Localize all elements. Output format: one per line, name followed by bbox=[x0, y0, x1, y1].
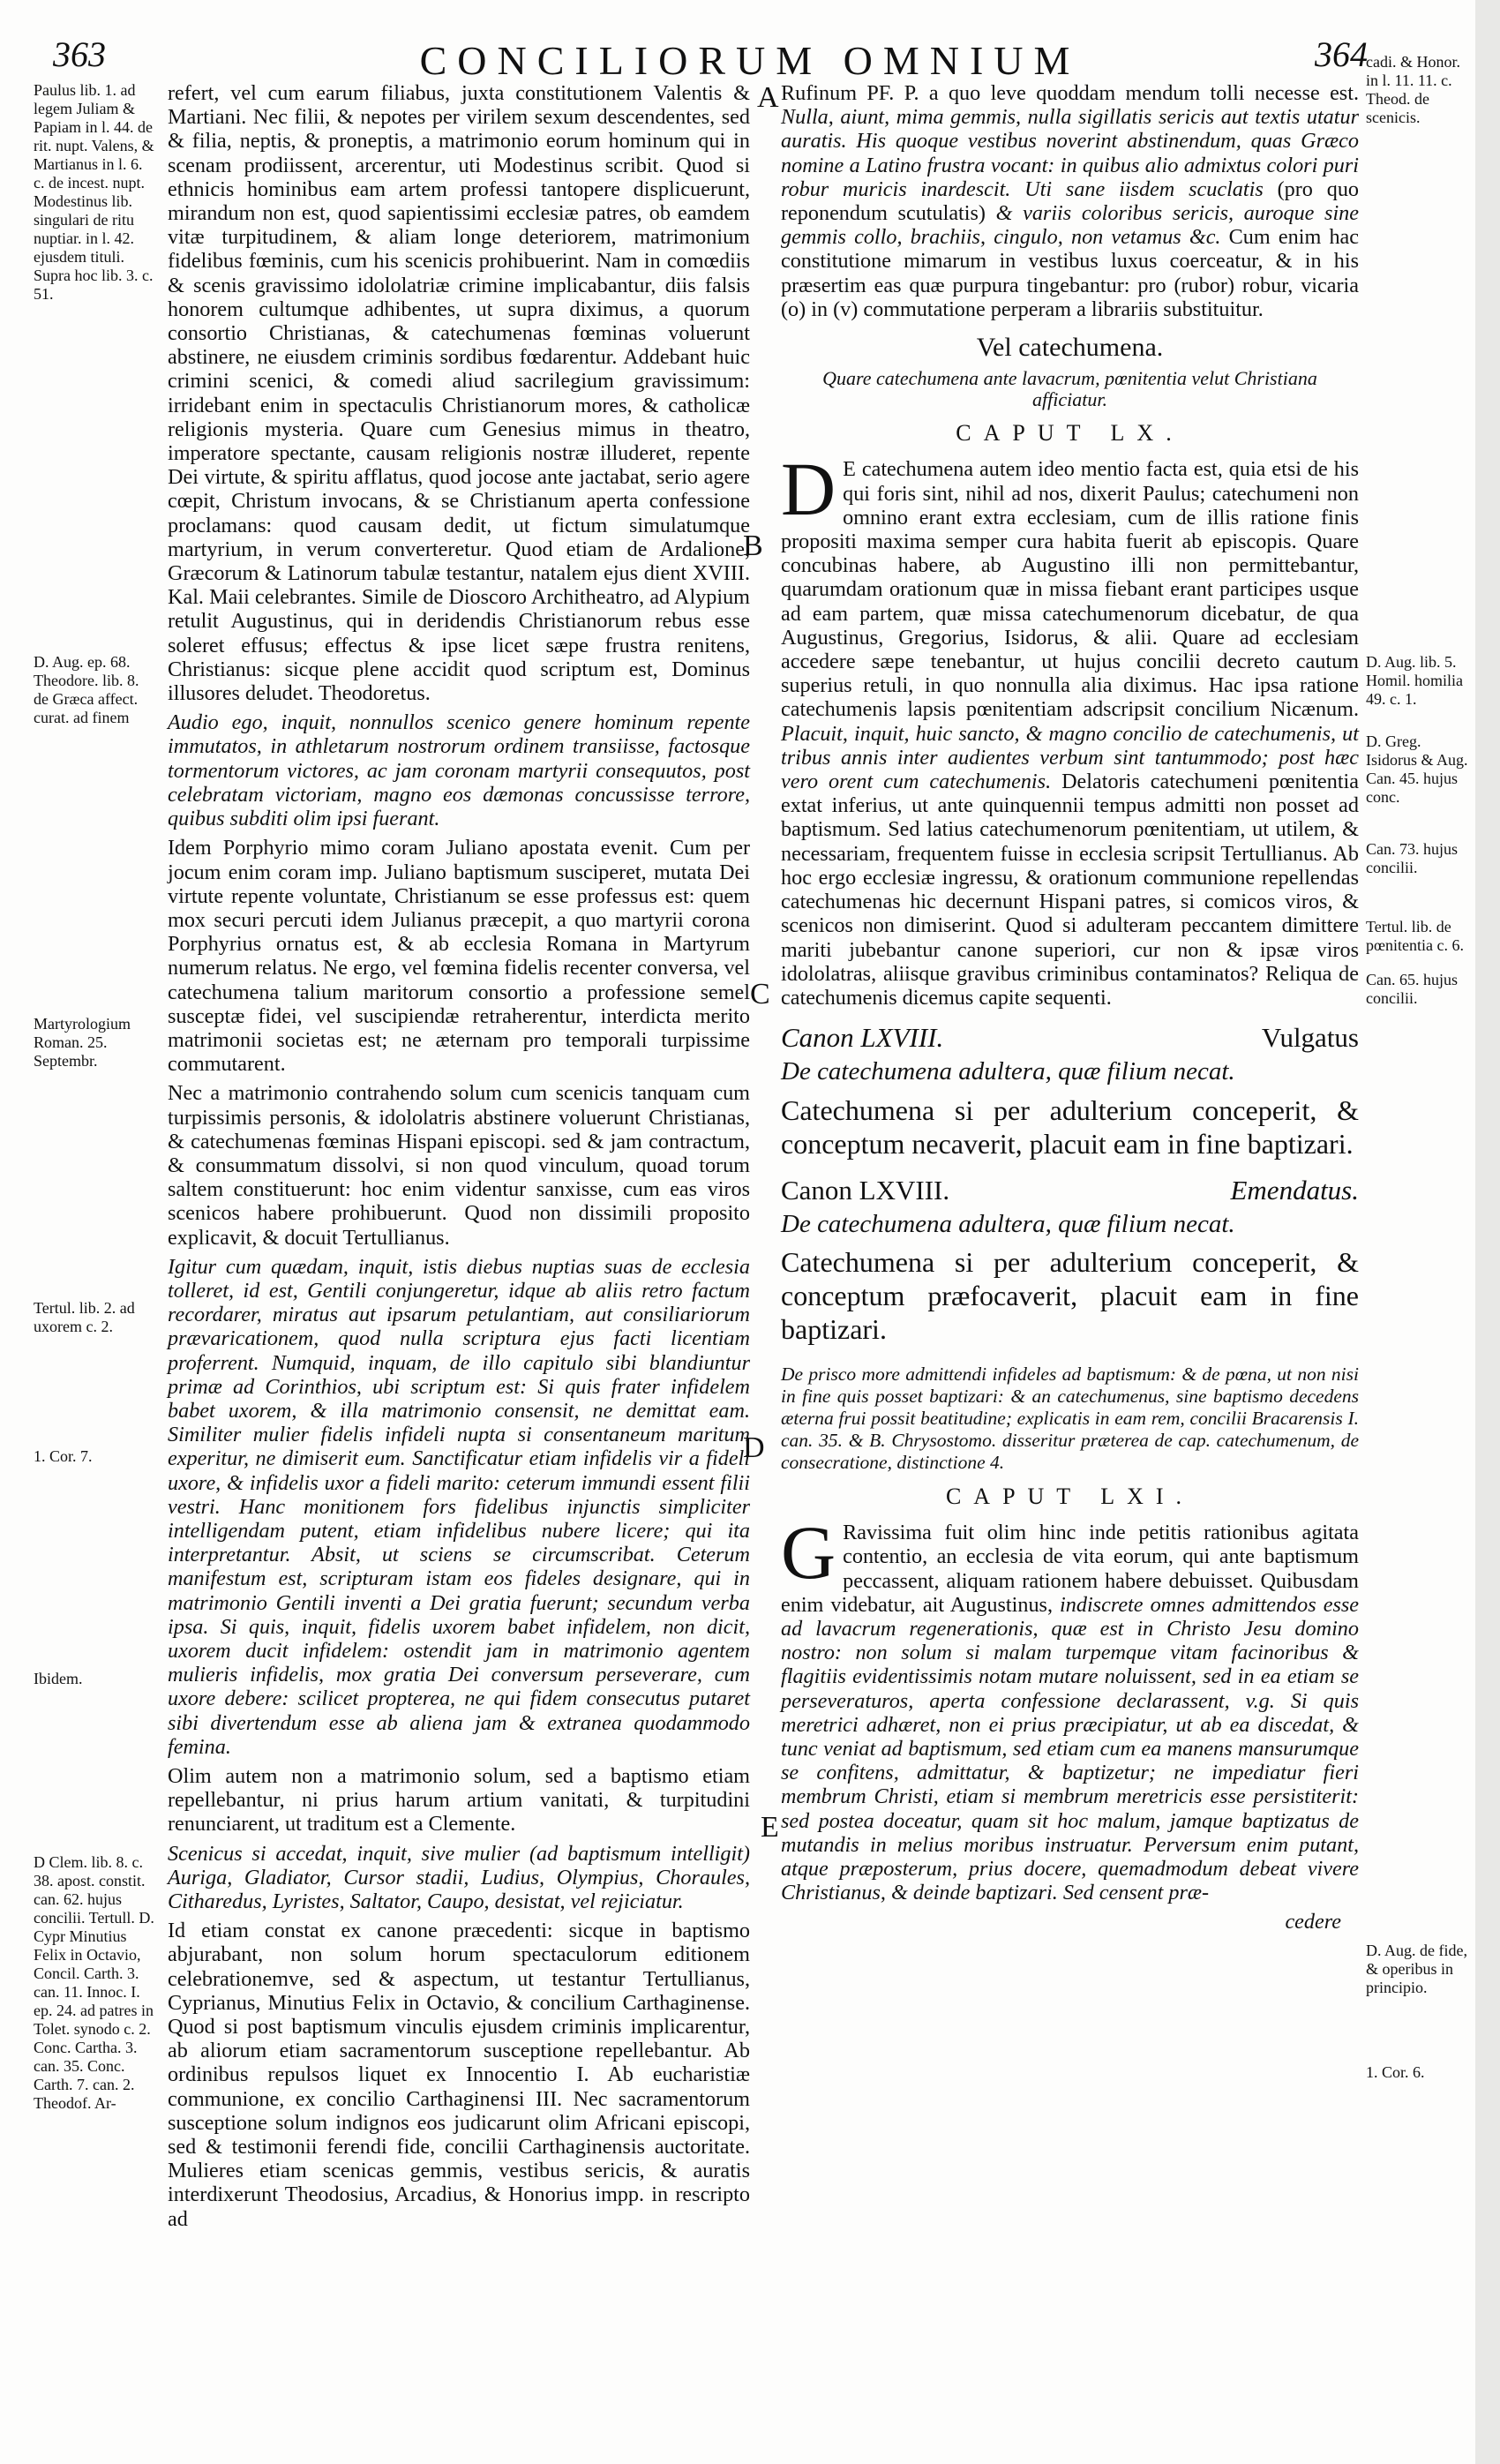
margin-note: D. Aug. lib. 5. Homil. homilia 49. c. 1. bbox=[1366, 653, 1463, 708]
left-column bbox=[168, 81, 750, 2236]
margin-note: D. Greg. Isidorus & Aug. Can. 45. hujus conc. bbox=[1366, 732, 1468, 806]
intro-text: Rufinum PF. P. a quo leve quoddam mendum tolli necesse est. bbox=[781, 81, 1359, 105]
margin-note: 1. Cor. 7. bbox=[34, 1447, 93, 1465]
section-heading: Vel catechumena. bbox=[976, 333, 1164, 363]
paragraph: Id etiam constat ex canone præcedenti: sicque in baptismo abjurabant, non solum horum spectaculorum editionem celebrationemve, sed & aspectum, ut testantur Tertullianus, Cyprianus, Minutius Felix in Octavio, & concilium Carthaginense. Quod si post baptismum vinculis ejusdem criminis implicarentur, ab aliorum etiam sacramentorum susceptione repellebantur. Ab ordinibus repulsos liquet ex Innocentio I. Ab eucharistiæ communione, ex concilio Carthaginensi III. Nec sacramentorum susceptione solum indignos eos judicarunt olim Africani episcopi, sed & testimonii ferendi fide, concilii Carthaginensis auctoritate. Mulieres etiam scenicas gemmis, vestibus sericis, & auratis interdixerunt Theodosius, Arcadius, & Honorius impp. in rescripto ad bbox=[168, 1919, 750, 2231]
quotation: Audio ego, inquit, nonnullos scenico genere hominum repente immutatos, in athletarum nostrorum ordinem transiisse, factosque tormentorum victores, ac jam coronam martyrii consequutos, post celebratam victoriam, magno eos dæmonas concussisse terrore, quibus subditi olim ipsi fuerant. bbox=[168, 710, 750, 831]
paragraph-text: Delatoris catechumeni pœnitentia extat inferius, ut ante quinquennii tempus admitti non posset ad baptismum. Sed latius catechumenorum pœnitentiam, ut utilem, & necessariam, frequentem fuisse in ecclesia scripsit Tertullianus. Ab hoc ergo ecclesiæ ingressu, & orationum communione repellendas catechumenas hic decernunt Hispani patres, si comicos viros, & scenicos non dimiserint. Quod si adulteram peccantem dimittere mariti jubebantur canone superiori, cur non & ipsæ viros idololatras, aliisque gravibus criminibus contaminatos? Reliqua de catechumenis dicemus capite sequenti. bbox=[781, 770, 1359, 1010]
margin-note: Martyrologium Roman. 25. Septembr. bbox=[34, 1015, 131, 1070]
paragraph bbox=[781, 1510, 1360, 1905]
canon-label: Canon LXVIII. bbox=[781, 1174, 950, 1206]
section-letter-d: D bbox=[743, 1431, 765, 1464]
paragraph bbox=[781, 81, 1359, 321]
margin-note: Tertul. lib. de pœnitentia c. 6. bbox=[1366, 918, 1464, 954]
canon-text: Catechumena si per adulterium conceperit, & conceptum præfocaverit, placuit eam in fine baptizari. bbox=[781, 1245, 1359, 1345]
paragraph: Idem Porphyrio mimo coram Juliano apostata evenit. Cum per jocum enim coram imp. Juliano baptismum susciperet, mutata Dei virtute repente voluntate, Christianum se esse professus est: quem mox securi percuti idem Julianus præcepit, a quo martyrii corona Porphyrius ornatus est, & ab ecclesia Romana in Martyrum numerum relatus. Ne ergo, vel fœmina fidelis recenter conversa, vel catechumena talium maritorum consortio a professione semel susceptæ fidei, vel suscipiendæ retraherentur, interdicta merito matrimonii societas est; ne æternam pro temporali turpissime commutarent. bbox=[168, 836, 750, 1077]
quotation: Scenicus si accedat, inquit, sive mulier (ad baptismum intelligit) Auriga, Gladiator, Cursor stadii, Ludius, Olympius, Choraules, Citharedus, Lyristes, Saltator, Caupo, desistat, vel rejiciatur. bbox=[168, 1841, 750, 1914]
section-letter-c: C bbox=[750, 978, 770, 1010]
paragraph: refert, vel cum earum filiabus, juxta constitutionem Valentis & Martiani. Nec filii, & nepotes per virilem sexum descendentes, sed & filia, neptis, & proneptis, a matrimonio eorum hominum qui in scenam prodiissent, arcerentur, uti Modestinus scribit. Quod si ethnicis hominibus eam artem professi tantopere displicuerunt, mirandum non est, quod sapientissimi ecclesiæ patres, ob eamdem vitæ turpitudinem, & aliam longe deteriorem, matrimonium fidelibus fœminis, cum his scenicis prohibuerint. Nam in comœdiis & scenis gravissimo idololatriæ crimine implicabantur, diis falsis honorem cultumque adhibentes, ut supra diximus, a quorum consortio Christianas, & catechumenas fœminas voluerunt abstinere, ne eiusdem criminis sordibus fœdarentur. Addebant huic crimini scenici, & comedi aliud sacrilegium gravissimum: irridebant enim in spectaculis Christianorum mores, & catholicæ religionis mysteria. Quare cum Genesius mimus in theatro, imperatore spectante, causam religionis nostræ illuderet, repente Dei virtute, & spiritu afflatus, quod jocose ante jactabat, serio agere cœpit, Christum invocans, & se Christianum aperta confessione proclamans: quod causam dedit, ut fictum simulatumque martyrium, in verum converteretur. Quod etiam de Ardalione, Græcorum & Latinorum tabulæ testantur, natalem ejus dient XVIII. Kal. Maii celebrantes. Simile de Dioscoro Architheatro, ad Alypium retulit Augustinus, qui in deridendis Christianorum rebus esse soleret effusus; effectus & ipse licet sæpe frustra renitens, Christianus: sicque plene accidit quod scriptum est, Dominus illusores deludet. Theodoretus. bbox=[168, 81, 750, 706]
quotation: Placuit, inquit, huic sancto, & magno concilio de catechumenis, ut tribus annis inter audientes verbum sint tantummodo; post hæc vero orent cum catechumenis. bbox=[781, 721, 1359, 794]
margin-note: Paulus lib. 1. ad legem Juliam & Papiam in l. 44. de rit. nupt. Valens, & Martianus in l. 6. c. de incest. nupt. Modestinus lib. singulari de ritu nuptiar. in l. 42. ejusdem tituli. Supra hoc lib. 3. c. 51. bbox=[34, 81, 154, 303]
margin-note: D. Aug. de fide, & operibus in principio. bbox=[1366, 1942, 1467, 1996]
canon-heading bbox=[781, 1174, 1359, 1206]
margin-note: Ibidem. bbox=[34, 1670, 83, 1687]
right-column bbox=[781, 81, 1359, 1934]
chapter-summary: De prisco more admittendi infideles ad baptismum: & de pœna, ut non nisi in fine quis posset baptizari: & an catechumenus, sine baptismo decedens æterna frui possit beatitudine; explicatis in eam rem, concilii Bracarensis I. can. 35. & B. Chrysostomo. disseritur præterea de cap. catechumenum, de consecratione, distinctione 4. bbox=[781, 1363, 1359, 1473]
canon-title: De catechumena adultera, quæ filium necat. bbox=[781, 1209, 1235, 1238]
paragraph-text: E catechumena autem ideo mentio facta est, quia etsi de his qui foris sint, nihil ad nos, dixerit Paulus; catechumeni non omnino erant extra ecclesiam, cum de illis ratione finis propositi maxima semper cura habita fuerit ab episcopis. Quare concubinas habere, ab Augustino illi non permittebantur, quarumdam orationum quæ in missa fiebant erant participes usque ad eam partem, quæ missa catechumenorum dicebatur, de qua Augustinus, Gregorius, Isidorus, & alii. Quare ad ecclesiam accedere sæpe tenebantur, ut hujus concilii decreto cautum superius retuli, in quo nonnulla alia diximus. Hac ipsa ratione catechumenis lapsis pœnitentiam adscripsit concilium Nicænum. bbox=[781, 457, 1359, 722]
margin-note: Can. 73. hujus concilii. bbox=[1366, 840, 1459, 876]
canon-label: Canon LXVIII. bbox=[781, 1022, 944, 1054]
right-page-number: 364 bbox=[1315, 34, 1368, 74]
drop-cap: G bbox=[781, 1510, 836, 1596]
margin-note: D Clem. lib. 8. c. 38. apost. constit. can. 62. hujus concilii. Tertull. D. Cypr Minutius Felix in Octavio, Concil. Carth. 3. can. 11. Innoc. I. ep. 24. ad patres in Tolet. synodo c. 2. Conc. Cartha. 3. can. 35. Conc. Carth. 7. can. 2. Theodof. Ar- bbox=[34, 1853, 154, 2112]
intro-text: (pro quo reponendum scutulatis) bbox=[781, 177, 1360, 226]
paragraph bbox=[781, 447, 1359, 1010]
catchword: cedere bbox=[1285, 1910, 1341, 1934]
chapter-title: CAPUT LX. bbox=[956, 420, 1184, 447]
drop-cap: D bbox=[781, 447, 836, 532]
canon-type: Vulgatus bbox=[1261, 1022, 1359, 1054]
section-letter-e: E bbox=[761, 1811, 779, 1844]
intro-text: Cum enim hac constitutione mimarum in vestibus luxus coerceatur, & in his præsertim eas quæ purpura tingebantur: pro (rubor) robur, vicaria (o) in (v) commutatione perperam a librariis substituitur. bbox=[781, 225, 1360, 321]
quotation: Igitur cum quædam, inquit, istis diebus nuptias suas de ecclesia tolleret, id est, Gentili conjungeretur, idque ab aliis retro factum recordarer, miratus aut ipsarum petulantiam, aut consiliariorum prævaricationem, quod nulla scriptura ejus facti licentiam proferrent. Numquid, inquam, de illo capitulo sibi blandiuntur primæ ad Corinthios, ubi scriptum est: Si quis frater infidelem babet uxorem, & illa matrimonio consensit, ne demittat eam. Similiter mulier fidelis infideli nupta si consentaneum maritum experitur, ne dimiserit eum. Sanctificatur etiam infidelis vir a fideli uxore, & infidelis uxor a fideli marito: ceterum immundi essent filii vestri. Hanc monitionem fors fidelibus injunctis simpliciter intelligendam putent, etiam infidelibus nubere licere; qui ita interpretantur. Absit, ut sciens se circumscribat. Ceterum manifestum est, scripturam istam eos fideles designare, qui in matrimonio Gentili inventi a Dei gratia fuerunt; secundum verba ipsa. Si quis, inquit, fidelis uxorem babet infidelem, non dicit, uxorem ducit infidelem: ostendit jam in matrimonio agentem mulieris infidelis, mox gratia Dei conversum perseverare, cum uxore debere: scilicet propterea, ne qui fidem consecutus putaret sibi divertendum esse ab aliena jam & extranea quodammodo femina. bbox=[168, 1254, 750, 1759]
chapter-title: CAPUT LXI. bbox=[945, 1483, 1195, 1509]
margin-note: cadi. & Honor. in l. 11. 11. c. Theod. de scenicis. bbox=[1366, 53, 1460, 126]
paragraph-text: Ravissima fuit olim hinc inde petitis rationibus agitata contentio, an ecclesia de vita eorum, qui ante baptismum peccassent, aliquam rationem habere debuisset. Quibusdam enim videbatur, ait Augustinus, bbox=[781, 1521, 1359, 1617]
canon-text: Catechumena si per adulterium conceperit, & conceptum necaverit, placuit eam in fine baptizari. bbox=[781, 1093, 1359, 1160]
left-page-number: 363 bbox=[53, 34, 106, 74]
canon-title: De catechumena adultera, quæ filium necat. bbox=[781, 1057, 1235, 1086]
canon-heading bbox=[781, 1022, 1359, 1054]
section-letter-b: B bbox=[743, 530, 763, 562]
quotation: indiscrete omnes admittendos esse ad lavacrum regenerationis, quæ est in Christo Jesu domino nostro: non solum si malam turpemque vitam facinoribus & flagitiis evidentissimis notam mutare noluissent, sed in ea etiam se perseveraturos, aperta confessione declarassent, v.g. Si quis meretrici adhæret, non ei prius præcipiatur, ut ab ea discedat, & tunc veniat ad baptismum, sed etiam cum ea manens mansurumque se confitens, admittatur, & baptizetur; ne impediatur fieri membrum Christi, etiam si membrum meretricis esse persistiterit: sed postea doceatur, quam sit hoc malum, jamque baptizatus de mutandis in melius moribus instruatur. Perversum enim putant, atque præposterum, prius docere, quemadmodum debeat vivere Christianus, & deinde baptizari. Sed censent præ- bbox=[781, 1592, 1360, 1905]
quotation: & variis coloribus sericis, auroque sine gemmis collo, brachiis, cingulo, non vetamus &c. bbox=[781, 201, 1360, 250]
section-letter-a: A bbox=[757, 81, 779, 114]
running-title: CONCILIORUM OMNIUM bbox=[419, 38, 1081, 83]
margin-note: 1. Cor. 6. bbox=[1366, 2063, 1425, 2081]
paragraph: Olim autem non a matrimonio solum, sed a baptismo etiam repellebantur, ni prius harum artium vanitati, & turpitudini renunciarent, ut traditum est a Clemente. bbox=[168, 1764, 750, 1837]
quotation: Nulla, aiunt, mima gemmis, nulla sigillatis sericis aut textis utatur auratis. His quoque vestibus noverint abstinendum, quas Græco nomine a Latino frustra vocant: in quibus alio admixtus colori puri robur muricis inardescit. Uti sane iisdem scuclatis bbox=[781, 105, 1359, 201]
canon-type: Emendatus. bbox=[1230, 1174, 1359, 1206]
section-summary: Quare catechumena ante lavacrum, pœnitentia velut Christiana afficiatur. bbox=[822, 367, 1317, 411]
scan-edge bbox=[1475, 0, 1500, 2464]
paragraph: Nec a matrimonio contrahendo solum cum scenicis tanquam cum turpissimis personis, & idololatris abstinere voluerunt Christianas, & catechumenas fœminas Hispani episcopi. sed & jam contractum, & consummatum dissolvi, si non quod vinculum, quoad torum saltem constituerunt: hoc enim videntur sanxisse, cum eas viros scenicos habere prohibuerunt. Quod non dissimili proposito explicavit, & docuit Tertullianus. bbox=[168, 1081, 750, 1250]
margin-note: D. Aug. ep. 68. Theodore. lib. 8. de Græca affect. curat. ad finem bbox=[34, 653, 139, 726]
margin-note: Tertul. lib. 2. ad uxorem c. 2. bbox=[34, 1299, 135, 1335]
margin-note: Can. 65. hujus concilii. bbox=[1366, 971, 1459, 1007]
